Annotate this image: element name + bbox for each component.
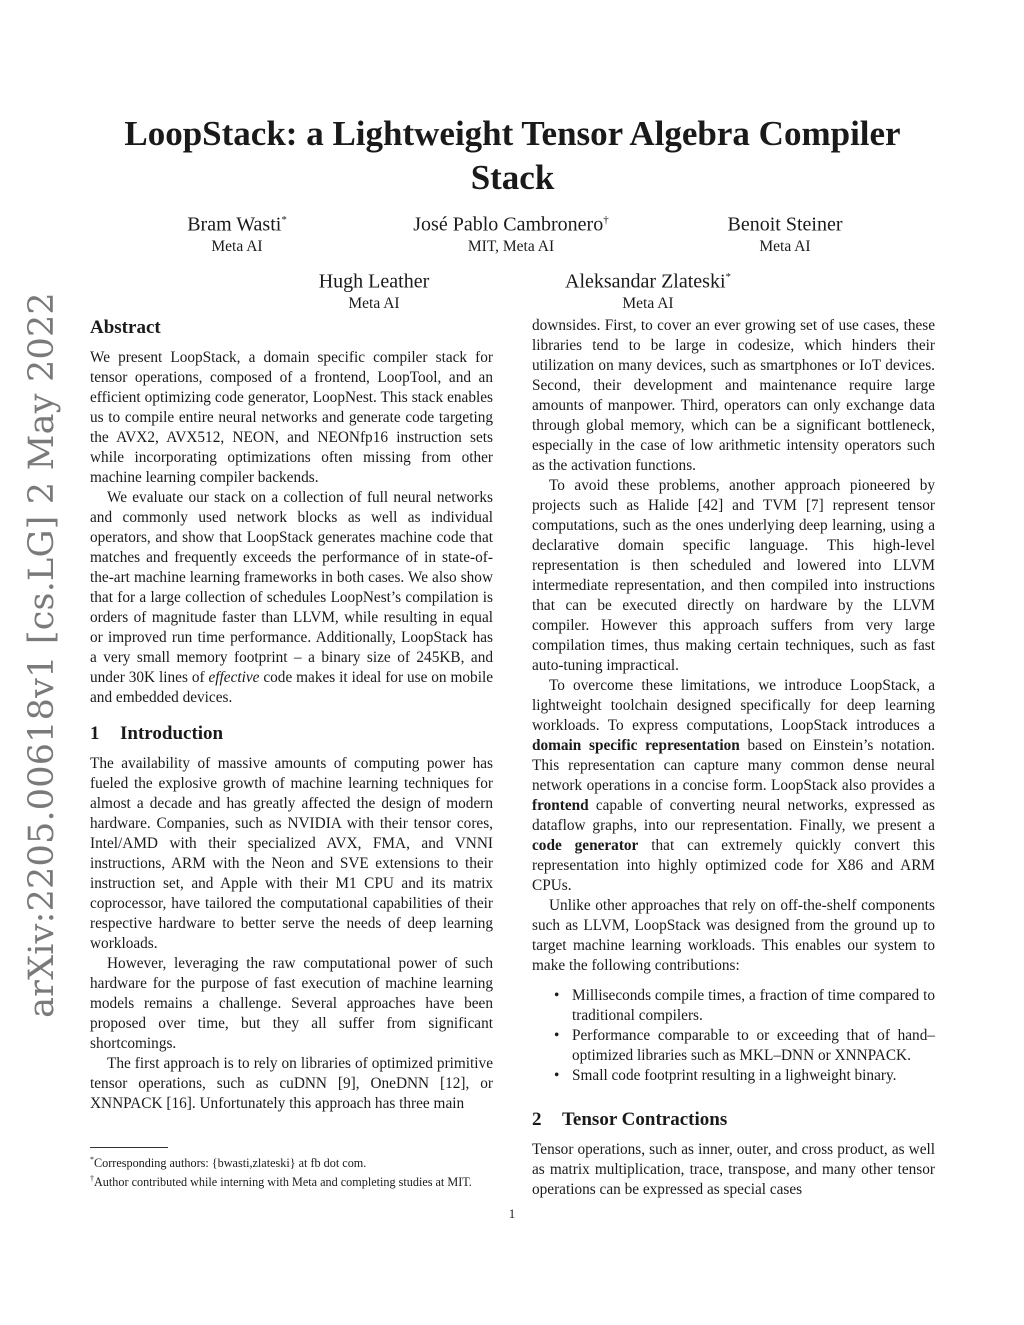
footnotes: [90, 1152, 493, 1190]
author-mark: †: [603, 214, 609, 226]
title-line-2: Stack: [470, 158, 555, 197]
abstract-p2-text: We evaluate our stack on a collection of full neural networks and commonly used network blocks as well as individual operators, and show that LoopStack generates machine code that matches and frequently exceeds the performance of in state-of-the-art machine learning frameworks in both cases. We also show that for a large collection of schedules LoopNest’s compilation is orders of magnitude faster than LLVM, while resulting in equal or improved run time performance. Additionally, LoopStack has a very small memory footprint – a binary size of 245KB, and under 30K lines of: [90, 489, 493, 686]
arxiv-stamp: [12, 292, 72, 1018]
author-affiliation: Meta AI: [759, 237, 811, 255]
author-mark: *: [281, 214, 287, 226]
footnote-2: [90, 1171, 493, 1190]
footnote-1: [90, 1152, 493, 1171]
section-number: 2: [532, 1109, 542, 1130]
left-column: [90, 316, 493, 1114]
intro-paragraph-2: However, leveraging the raw computational power of such hardware for the purpose of fast execution of machine learning models remains a challenge. Several approaches have been proposed over time, but they all suffer from significant shortcomings.: [90, 955, 493, 1052]
section2-paragraph-1: Tensor operations, such as inner, outer, and cross product, as well as matrix multiplication, trace, transpose, and many other tensor operations can be expressed as special cases: [532, 1141, 935, 1198]
abstract-p2-text-end: code makes it ideal for use on mobile and embedded devices.: [90, 669, 493, 706]
p6-bold: frontend: [532, 797, 589, 814]
footnote-text: Author contributed while interning with Meta and completing studies at MIT.: [94, 1175, 472, 1190]
author-block: [381, 208, 641, 257]
abstract-paragraph-1: We present LoopStack, a domain specific compiler stack for tensor operations, composed of a frontend, LoopTool, and an efficient optimizing code generator, LoopNest. This stack enables us to compile entire neural networks and generate code targeting the AVX2, AVX512, NEON, and NEONfp16 instruction sets while incorporating optimizations often missing from other machine learning compiler backends.: [90, 349, 493, 486]
author-block: [244, 265, 504, 314]
author-block: [518, 265, 778, 314]
list-item: • Small code footprint resulting in a lighweight binary.: [554, 1066, 935, 1086]
intro-heading: [90, 722, 493, 746]
title-line-1: LoopStack: a Lightweight Tensor Algebra Compiler: [124, 114, 901, 153]
p6-bold: domain specific representation: [532, 737, 740, 754]
right-column: [532, 316, 935, 1200]
abstract-paragraph-2: [90, 488, 493, 708]
p6-text: that can extremely quickly convert this representation into highly optimized code for X86 and ARM CPUs.: [532, 837, 936, 894]
author-name: Hugh Leather: [318, 270, 430, 293]
footnote-mark: †: [90, 1174, 94, 1184]
section-title: Tensor Contractions: [562, 1109, 728, 1130]
footnote-text: Corresponding authors: {bwasti,zlateski} at fb dot com.: [94, 1156, 367, 1171]
author-name: Bram Wasti: [187, 213, 282, 236]
p6-bold: code generator: [532, 837, 639, 854]
abstract-heading: Abstract: [90, 317, 161, 338]
footnote-rule: [90, 1147, 168, 1148]
p6-text: To overcome these limitations, we introduce LoopStack, a lightweight toolchain designed specifically for deep learning workloads. To express computations, LoopStack introduces a: [532, 677, 935, 734]
author-name: Benoit Steiner: [727, 213, 843, 236]
abstract-p2-emphasis: effective: [208, 669, 260, 686]
page-number: 1: [508, 1207, 516, 1221]
intro-paragraph-7: Unlike other approaches that rely on off-the-shelf components such as LLVM, LoopStack was designed from the ground up to target machine learning workloads. This enables our system to make the following contributions:: [532, 897, 935, 974]
author-block: [107, 208, 367, 257]
author-affiliation: MIT, Meta AI: [467, 237, 555, 255]
author-block: [655, 208, 915, 257]
author-name: José Pablo Cambronero: [413, 213, 604, 236]
footnote-mark: *: [90, 1155, 94, 1164]
intro-paragraph-4: downsides. First, to cover an ever growing set of use cases, these libraries tend to be large in codesize, which hinders their utilization on many devices, such as smartphones or IoT devices. Second, their development and maintenance require large amounts of manpower. Third, operators can only exchange data through global memory, which can be a significant bottleneck, especially in the case of low arithmetic intensity operators such as the activation functions.: [532, 317, 935, 474]
section-title: Introduction: [120, 723, 224, 744]
author-affiliation: Meta AI: [348, 294, 400, 312]
author-affiliation: Meta AI: [211, 237, 263, 255]
list-item: • Performance comparable to or exceeding that of hand–optimized libraries such as MKL–DNN or XNNPACK.: [554, 1026, 935, 1066]
contributions-list: [532, 986, 935, 1086]
author-mark: *: [725, 271, 731, 283]
arxiv-stamp-text: arXiv:2205.00618v1 [cs.LG] 2 May 2022: [22, 292, 62, 1018]
intro-paragraph-6: [532, 676, 935, 896]
list-item: • Milliseconds compile times, a fraction of time compared to traditional compilers.: [554, 986, 935, 1026]
section2-heading: [532, 1108, 935, 1132]
author-name: Aleksandar Zlateski: [565, 270, 726, 293]
section-number: 1: [90, 723, 100, 744]
p6-text: based on Einstein’s notation. This representation can capture many common dense neural network operations in a concise form. LoopStack also provides a: [532, 737, 935, 794]
intro-paragraph-3: The first approach is to rely on libraries of optimized primitive tensor operations, such as cuDNN [9], OneDNN [12], or XNNPACK [16]. Unfortunately this approach has three main: [90, 1055, 493, 1112]
author-affiliation: Meta AI: [622, 294, 674, 312]
p6-text: capable of converting neural networks, expressed as dataflow graphs, into our representation. Finally, we present a: [532, 797, 935, 834]
intro-paragraph-1: The availability of massive amounts of computing power has fueled the explosive growth of machine learning techniques for almost a decade and has greatly affected the design of modern hardware. Companies, such as NVIDIA with their tensor cores, Intel/AMD with their specialized AVX, FMA, and VNNI instructions, ARM with the Neon and SVE extensions to their instruction set, and Apple with their M1 CPU and its matrix coprocessor, have tailored the computational capabilities of their respective hardware to better serve the needs of deep learning workloads.: [90, 755, 493, 952]
paper-title: [90, 112, 935, 200]
intro-paragraph-5: To avoid these problems, another approach pioneered by projects such as Halide [42] and TVM [7] represent tensor computations, such as the ones underlying deep learning, using a declarative domain specific language. This high-level representation is then scheduled and lowered into LLVM intermediate representation, and then compiled into instructions that can be executed directly on hardware by the LLVM compiler. However this approach suffers from very large compilation times, thus making certain techniques, such as fast auto-tuning impractical.: [532, 477, 935, 674]
